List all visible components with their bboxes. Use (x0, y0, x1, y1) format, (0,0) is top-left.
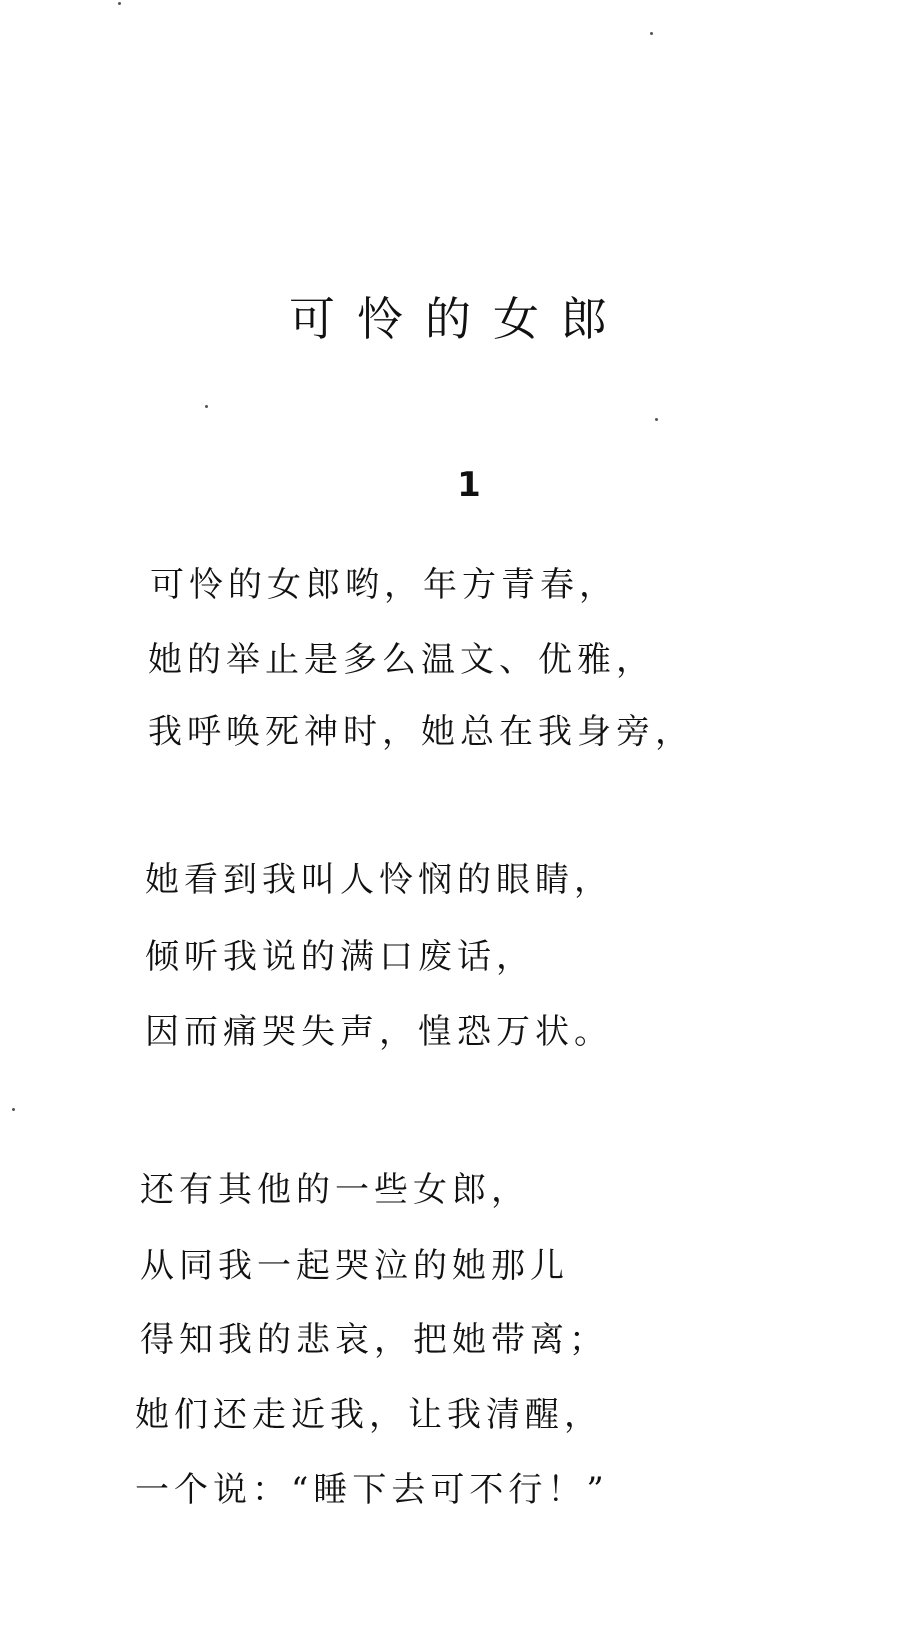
scan-speck (12, 1108, 15, 1111)
poem-line: 还有其他的一些女郎， (140, 1170, 530, 1210)
poem-line: 从同我一起哭泣的她那儿 (140, 1246, 569, 1286)
section-number: 1 (457, 465, 481, 505)
poem-line: 我呼唤死神时，她总在我身旁， (148, 712, 694, 752)
poem-line: 倾听我说的满口废话， (145, 937, 535, 977)
poem-line: 她看到我叫人怜悯的眼睛， (145, 860, 613, 900)
poem-line: 得知我的悲哀，把她带离； (140, 1320, 608, 1360)
poem-line: 因而痛哭失声，惶恐万状。 (145, 1012, 613, 1052)
poem-title: 可怜的女郎 (289, 291, 629, 346)
poem-line: 可怜的女郎哟，年方青春， (150, 565, 618, 605)
poem-line: 她的举止是多么温文、优雅， (148, 640, 655, 680)
poem-line: 她们还走近我，让我清醒， (135, 1395, 603, 1435)
scan-speck (118, 2, 121, 5)
poem-line: 一个说：“睡下去可不行！” (135, 1470, 609, 1510)
scan-speck (650, 32, 653, 35)
scan-speck (205, 405, 208, 408)
scan-speck (655, 418, 658, 421)
